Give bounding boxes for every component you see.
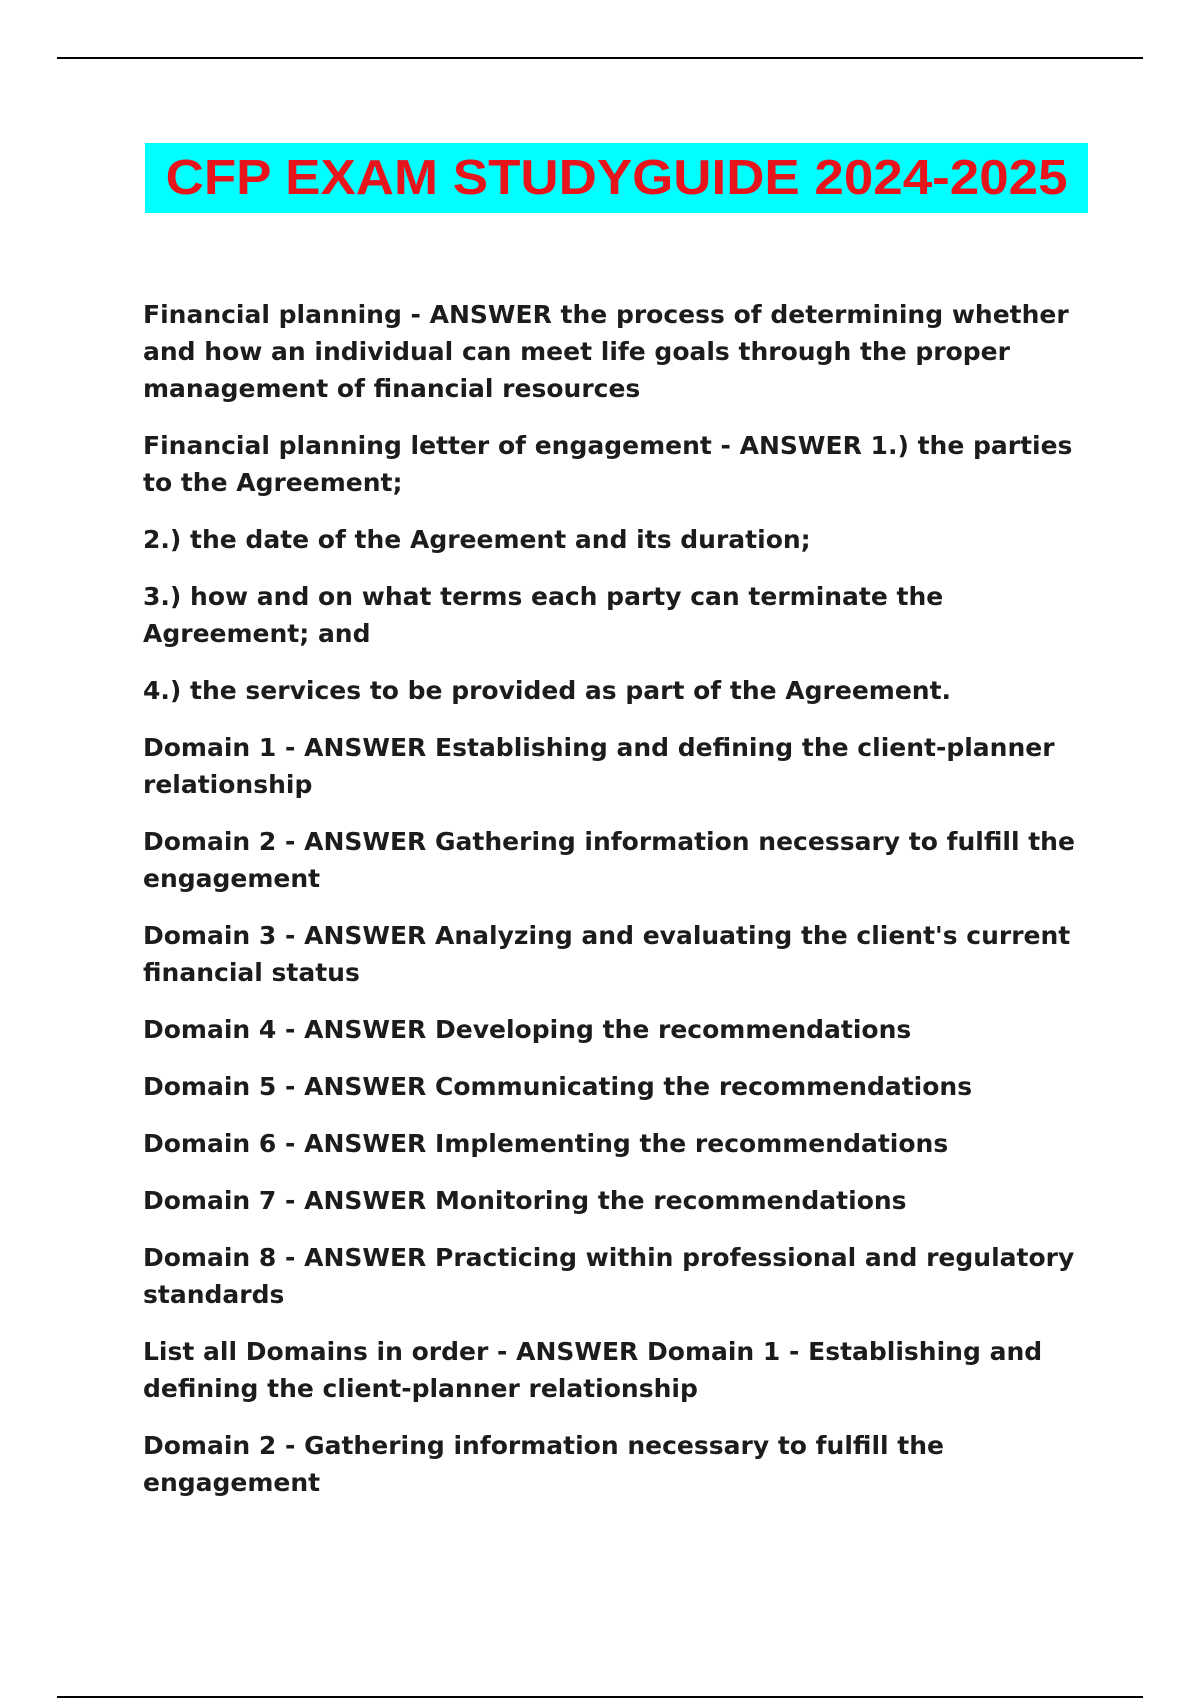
entry-term: Domain 4	[143, 1015, 277, 1044]
document-title: CFP EXAM STUDYGUIDE 2024-2025	[165, 151, 1068, 205]
answer-label: ANSWER	[304, 733, 427, 762]
qa-entry-domain-7: Domain 7 - ANSWER Monitoring the recommendations	[143, 1186, 907, 1215]
answer-label: ANSWER	[304, 827, 427, 856]
bottom-rule	[57, 1696, 1143, 1698]
entry-answer: Gathering information necessary to fulfill the engagement	[143, 827, 1075, 893]
entry-term: Domain 7	[143, 1186, 277, 1215]
entry-term: Domain 8	[143, 1243, 277, 1272]
entry-answer: Establishing and defining the client-planner relationship	[143, 733, 1055, 799]
entry-answer: Implementing the recommendations	[435, 1129, 949, 1158]
entry-answer: Domain 1 - Establishing and defining the client-planner relationship	[143, 1337, 1043, 1403]
entry-answer: 1.) the parties to the Agreement;	[143, 431, 1073, 497]
answer-label: ANSWER	[739, 431, 862, 460]
qa-entry-financial-planning: Financial planning - ANSWER the process of determining whether and how an individual can meet life goals through the proper management of financial resources	[143, 300, 1069, 403]
qa-entry-domain-2: Domain 2 - ANSWER Gathering information necessary to fulfill the engagement	[143, 827, 1075, 893]
qa-entry-domain-3: Domain 3 - ANSWER Analyzing and evaluating the client's current financial status	[143, 921, 1071, 987]
entry-answer: the process of determining whether and how an individual can meet life goals through the proper management of financial resources	[143, 300, 1069, 403]
answer-label: ANSWER	[516, 1337, 639, 1366]
top-rule	[57, 57, 1143, 59]
entry-term: Domain 5	[143, 1072, 277, 1101]
qa-entry-letter-of-engagement: Financial planning letter of engagement - ANSWER 1.) the parties to the Agreement;	[143, 431, 1073, 497]
qa-entry-domain-5: Domain 5 - ANSWER Communicating the recommendations	[143, 1072, 973, 1101]
entry-term: Financial planning letter of engagement	[143, 431, 712, 460]
entry-answer: Communicating the recommendations	[435, 1072, 973, 1101]
qa-entry-domain-4: Domain 4 - ANSWER Developing the recommendations	[143, 1015, 912, 1044]
answer-label: ANSWER	[304, 1015, 427, 1044]
qa-entry-domain-6: Domain 6 - ANSWER Implementing the recommendations	[143, 1129, 949, 1158]
engagement-item-2: 2.) the date of the Agreement and its duration;	[143, 525, 811, 554]
qa-entry-domain-8: Domain 8 - ANSWER Practicing within professional and regulatory standards	[143, 1243, 1075, 1309]
entry-term: Domain 2	[143, 827, 277, 856]
engagement-item-4: 4.) the services to be provided as part of the Agreement.	[143, 676, 952, 705]
engagement-item-3: 3.) how and on what terms each party can terminate the Agreement; and	[143, 582, 944, 648]
domain-list-item-2: Domain 2 - Gathering information necessary to fulfill the engagement	[143, 1431, 944, 1497]
qa-entry-domain-1: Domain 1 - ANSWER Establishing and defining the client-planner relationship	[143, 733, 1055, 799]
entry-term: Domain 6	[143, 1129, 277, 1158]
answer-label: ANSWER	[304, 1186, 427, 1215]
qa-entry-list-domains: List all Domains in order - ANSWER Domain 1 - Establishing and defining the client-planner relationship	[143, 1337, 1043, 1403]
study-guide-body	[143, 296, 1095, 1521]
entry-answer: Analyzing and evaluating the client's current financial status	[143, 921, 1071, 987]
answer-label: ANSWER	[429, 300, 552, 329]
answer-label: ANSWER	[304, 1072, 427, 1101]
entry-term: Domain 1	[143, 733, 277, 762]
title-banner	[145, 143, 1088, 213]
entry-answer: Practicing within professional and regulatory standards	[143, 1243, 1075, 1309]
answer-label: ANSWER	[304, 921, 427, 950]
entry-answer: Developing the recommendations	[435, 1015, 912, 1044]
entry-answer: Monitoring the recommendations	[435, 1186, 907, 1215]
entry-term: Domain 3	[143, 921, 277, 950]
entry-term: Financial planning	[143, 300, 402, 329]
entry-term: List all Domains in order	[143, 1337, 489, 1366]
answer-label: ANSWER	[304, 1129, 427, 1158]
answer-label: ANSWER	[304, 1243, 427, 1272]
